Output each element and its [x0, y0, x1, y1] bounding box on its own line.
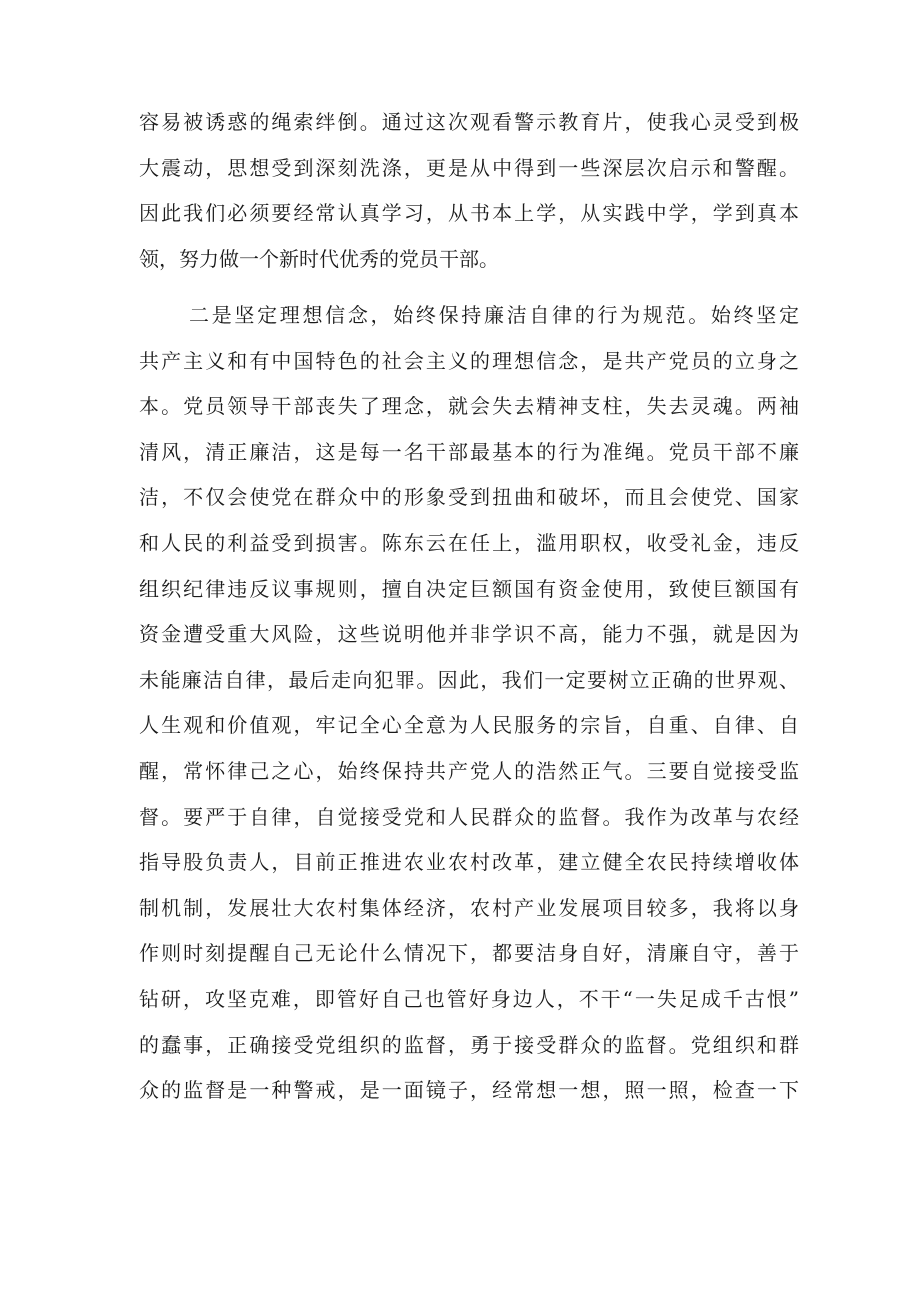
paragraph-1: [139, 100, 799, 282]
text-line: 二是坚定理想信念，始终保持廉洁自律的行为规范。始终坚定: [189, 303, 799, 327]
text-line: 人生观和价值观，牢记全心全意为人民服务的宗旨，自重、自律、自: [139, 713, 799, 738]
text-line: 和人民的利益受到损害。陈东云在任上，滥用职权，收受礼金，违反: [139, 530, 799, 555]
text-line: 资金遭受重大风险，这些说明他并非学识不高，能力不强，就是因为: [139, 622, 799, 647]
text-line: 指导股负责人，目前正推进农业农村改革，建立健全农民持续增收体: [139, 850, 799, 875]
text-line: 未能廉洁自律，最后走向犯罪。因此，我们一定要树立正确的世界观、: [139, 667, 799, 692]
text-line: 清风，清正廉洁，这是每一名干部最基本的行为准绳。党员干部不廉: [139, 439, 799, 464]
text-line: 钻研，攻坚克难，即管好自己也管好身边人，不干“一失足成千古恨”: [139, 986, 799, 1011]
text-line: 制机制，发展壮大农村集体经济，农村产业发展项目较多，我将以身: [139, 895, 799, 920]
paragraph-2: [139, 293, 799, 1114]
text-line: 组织纪律违反议事规则，擅自决定巨额国有资金使用，致使巨额国有: [139, 576, 799, 601]
text-line: 的蠢事，正确接受党组织的监督，勇于接受群众的监督。党组织和群: [139, 1032, 799, 1057]
text-line: 领，努力做一个新时代优秀的党员干部。: [139, 246, 499, 271]
text-line: 督。要严于自律，自觉接受党和人民群众的监督。我作为改革与农经: [139, 804, 799, 829]
text-line: 醒，常怀律己之心，始终保持共产党人的浩然正气。三要自觉接受监: [139, 758, 799, 783]
text-line: 共产主义和有中国特色的社会主义的理想信念，是共产党员的立身之: [139, 348, 799, 373]
text-line: 因此我们必须要经常认真学习，从书本上学，从实践中学，学到真本: [139, 201, 799, 226]
text-line: 众的监督是一种警戒，是一面镜子，经常想一想，照一照，检查一下: [139, 1078, 799, 1103]
text-line: 大震动，思想受到深刻洗涤，更是从中得到一些深层次启示和警醒。: [139, 155, 799, 180]
text-line: 洁，不仅会使党在群众中的形象受到扭曲和破坏，而且会使党、国家: [139, 485, 799, 510]
text-line: 本。党员领导干部丧失了理念，就会失去精神支柱，失去灵魂。两袖: [139, 394, 799, 419]
text-line: 作则时刻提醒自己无论什么情况下，都要洁身自好，清廉自守，善于: [139, 941, 799, 966]
text-line: 容易被诱惑的绳索绊倒。通过这次观看警示教育片，使我心灵受到极: [139, 110, 799, 134]
